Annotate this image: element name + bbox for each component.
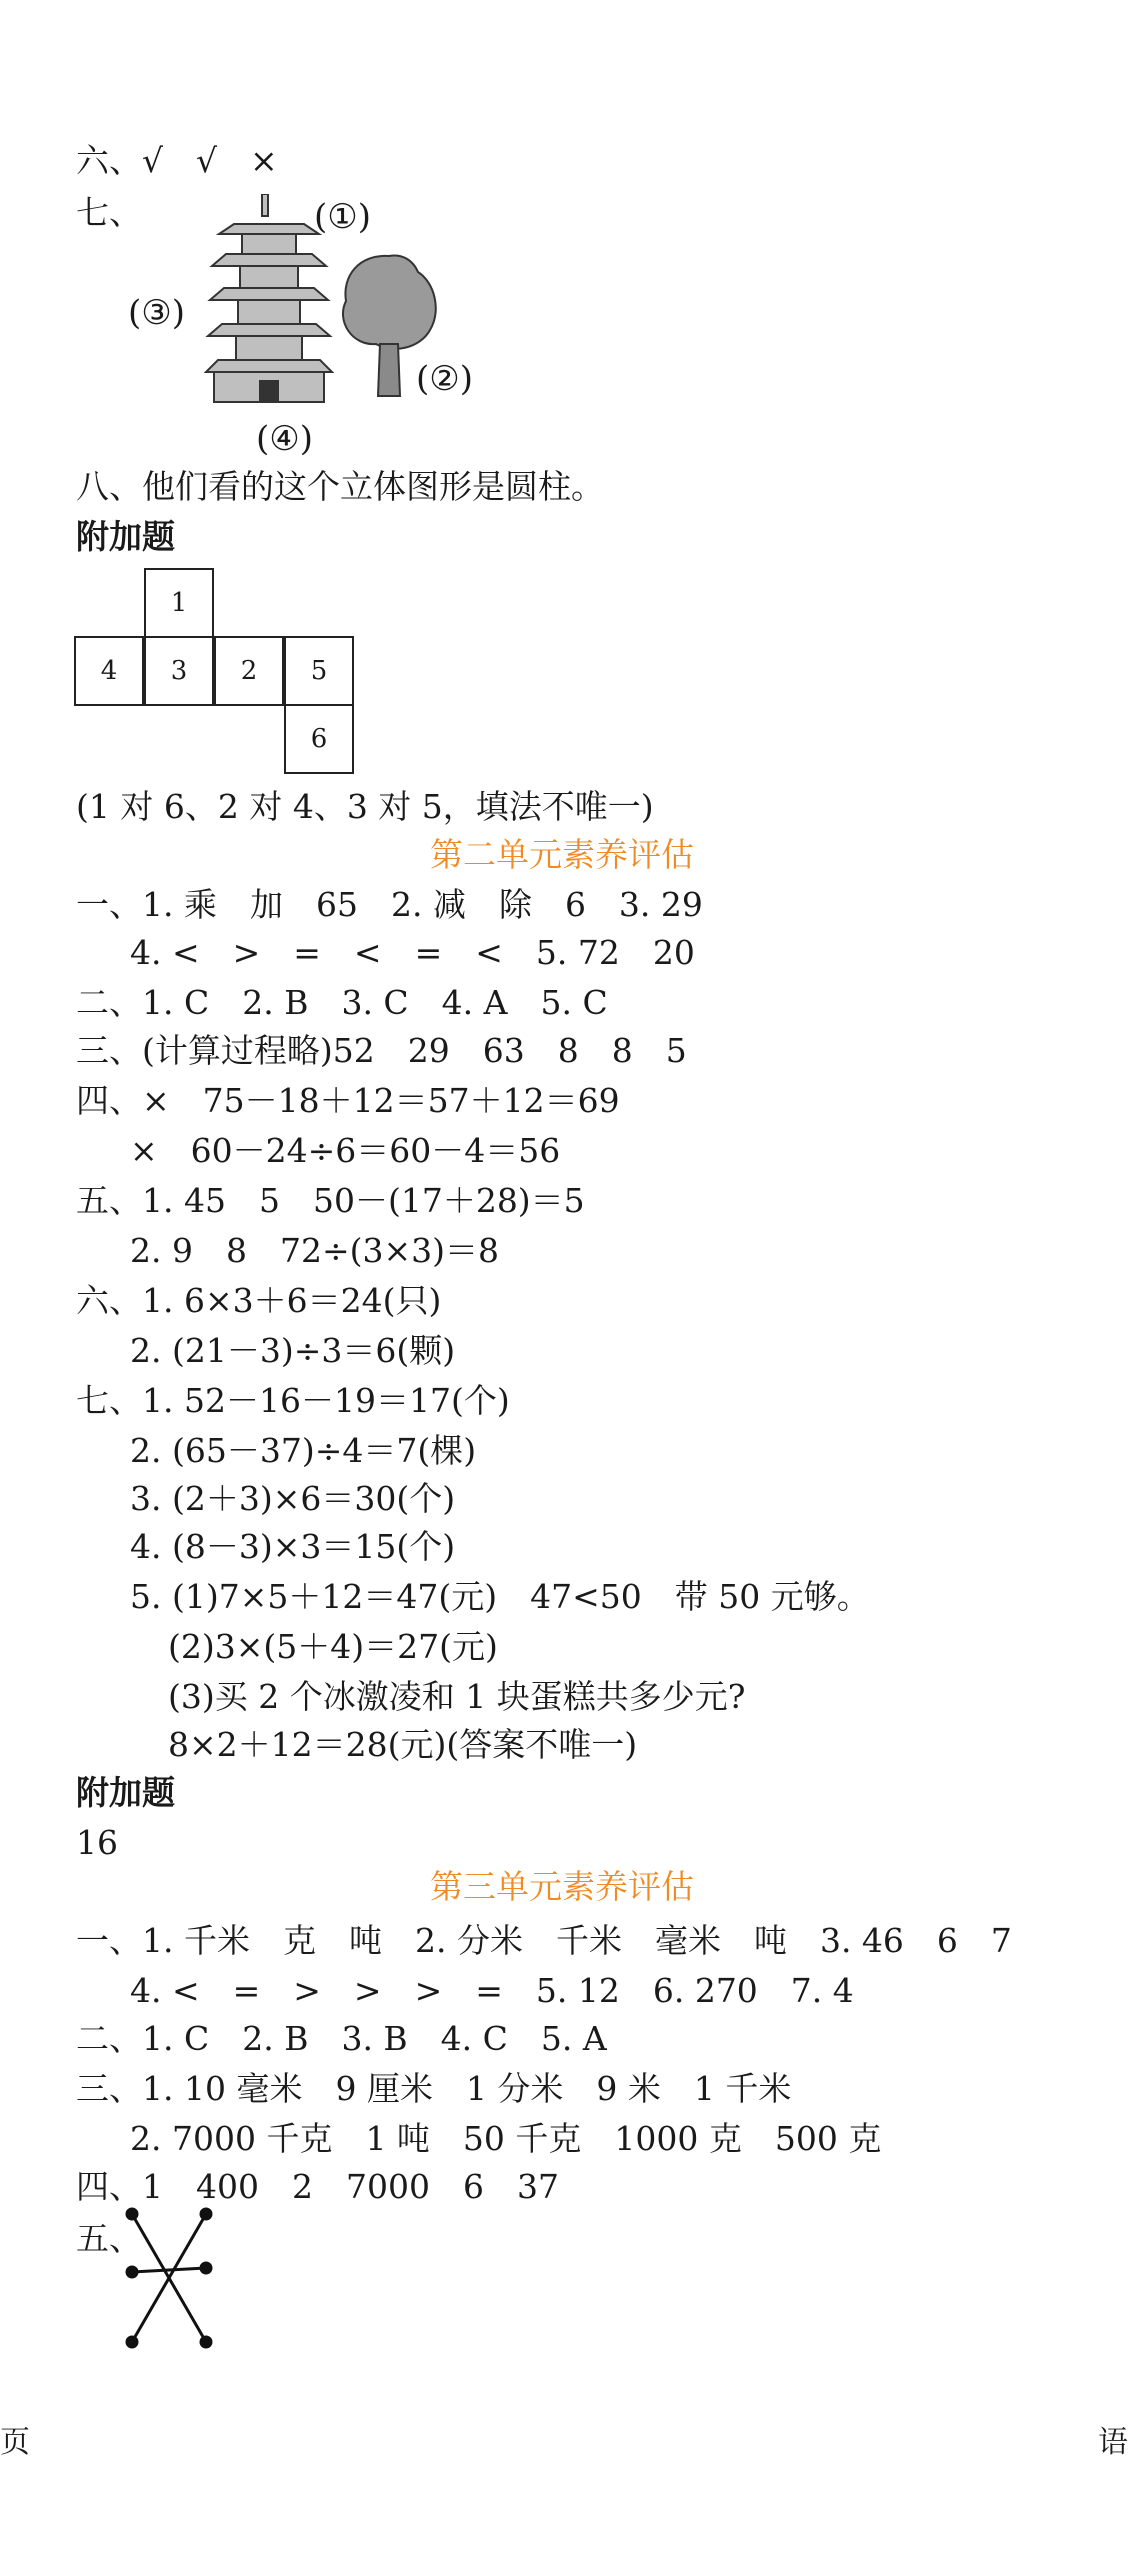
corner-text-left: 页: [0, 2425, 30, 2460]
label-circle-1: (①): [314, 197, 372, 237]
unit2-row: 8×2＋12＝28(元)(答案不唯一): [168, 1725, 638, 1764]
net-cell: 2: [214, 636, 284, 706]
unit2-row: 一、1. 乘 加 65 2. 减 除 6 3. 29: [76, 885, 703, 924]
net-cell: 4: [74, 636, 144, 706]
label-circle-2: (②): [416, 359, 474, 399]
net-cell: 1: [144, 568, 214, 638]
bonus-answer-2: 16: [76, 1823, 118, 1862]
corner-text-right: 语: [1098, 2425, 1128, 2460]
unit2-row: (3)买 2 个冰激凌和 1 块蛋糕共多少元?: [168, 1677, 746, 1716]
unit2-row: 3. (2＋3)×6＝30(个): [130, 1479, 456, 1518]
unit2-row: 4. (8－3)×3＝15(个): [130, 1527, 456, 1566]
unit3-row: 三、1. 10 毫米 9 厘米 1 分米 9 米 1 千米: [76, 2069, 792, 2108]
unit2-row: 2. (21－3)÷3＝6(颗): [130, 1331, 456, 1370]
answer-six: 六、√ √ ×: [76, 141, 278, 180]
unit2-row: 六、1. 6×3＋6＝24(只): [76, 1281, 442, 1320]
unit2-row: 4. < > = < = < 5. 72 20: [130, 933, 695, 972]
matching-diagram: [122, 2206, 232, 2356]
unit3-row: 一、1. 千米 克 吨 2. 分米 千米 毫米 吨 3. 46 6 7: [76, 1921, 1012, 1960]
label-circle-4: (④): [256, 419, 314, 459]
unit2-row: 5. (1)7×5＋12＝47(元) 47<50 带 50 元够。: [130, 1577, 870, 1616]
bonus-heading-1: 附加题: [76, 517, 175, 556]
unit2-row: 三、(计算过程略)52 29 63 8 8 5: [76, 1031, 687, 1070]
bonus-heading-2: 附加题: [76, 1773, 175, 1812]
unit3-row: 二、1. C 2. B 3. B 4. C 5. A: [76, 2019, 607, 2058]
net-note: (1 对 6、2 对 4、3 对 5，填法不唯一): [76, 787, 654, 826]
unit2-row: 2. (65－37)÷4＝7(棵): [130, 1431, 477, 1470]
unit3-row: 4. < = > > > = 5. 12 6. 270 7. 4: [130, 1971, 854, 2010]
unit3-title: 第三单元素养评估: [430, 1867, 694, 1906]
unit2-row: 二、1. C 2. B 3. C 4. A 5. C: [76, 983, 608, 1022]
answer-eight: 八、他们看的这个立体图形是圆柱。: [76, 467, 604, 506]
answer-seven-label: 七、: [76, 193, 142, 232]
unit3-row: 四、1 400 2 7000 6 37: [76, 2167, 559, 2206]
unit2-row: 五、1. 45 5 50－(17＋28)＝5: [76, 1181, 585, 1220]
unit3-row: 2. 7000 千克 1 吨 50 千克 1000 克 500 克: [130, 2119, 882, 2158]
unit2-row: 2. 9 8 72÷(3×3)＝8: [130, 1231, 499, 1270]
unit2-row: (2)3×(5＋4)＝27(元): [168, 1627, 498, 1666]
net-cell: 3: [144, 636, 214, 706]
net-cell: 5: [284, 636, 354, 706]
label-circle-3: (③): [128, 293, 186, 333]
unit2-row: × 60－24÷6＝60－4＝56: [130, 1131, 561, 1170]
unit2-row: 四、× 75－18＋12＝57＋12＝69: [76, 1081, 620, 1120]
unit2-row: 七、1. 52－16－19＝17(个): [76, 1381, 510, 1420]
unit3-row: 五、: [76, 2219, 142, 2258]
net-cell: 6: [284, 704, 354, 774]
unit2-title: 第二单元素养评估: [430, 835, 694, 874]
